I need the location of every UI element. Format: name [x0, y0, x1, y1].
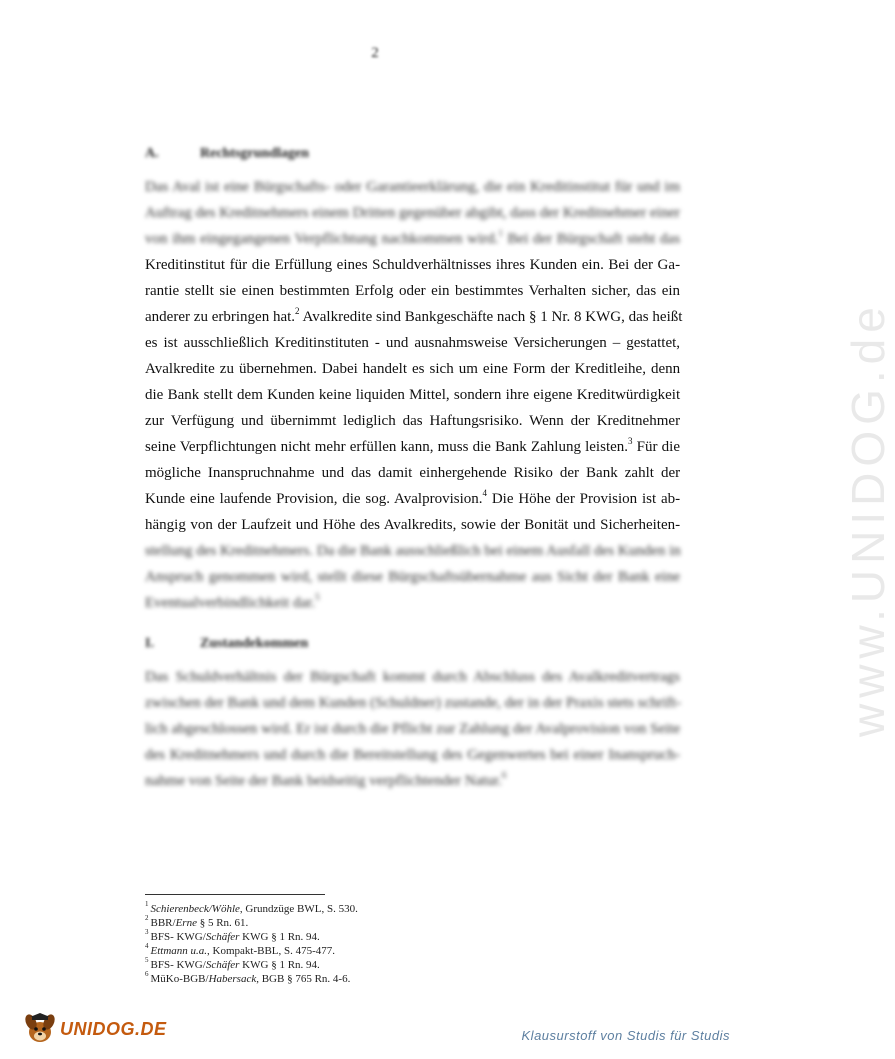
- text-line: stellung des Kreditnehmers. Da die Bank ausschließlich bei einem Ausfall des Kunden in: [145, 543, 681, 559]
- paragraph-avalkredit: [145, 174, 683, 616]
- section-number: A.: [145, 146, 159, 161]
- text-line: Anspruch genommen wird, stellt diese Bürgschaftsübernahme aus Sicht der Bank eine: [145, 569, 681, 585]
- section-title: Zustandekommen: [200, 636, 309, 651]
- footnote-ref: 5: [315, 592, 320, 602]
- text-line: des Kreditnehmers und durch die Bereitstellung des Gegenwertes bei einer Inanspruch-: [145, 747, 681, 763]
- footnote-separator: [145, 894, 325, 895]
- text-line: hängig von der Laufzeit und Höhe des Avalkredits, sowie der Bonität und Sicherheiten-: [145, 517, 681, 533]
- page-number: 2: [371, 45, 379, 61]
- footnotes: [145, 902, 358, 986]
- section-heading-i: [145, 636, 308, 652]
- footnote: $^6$ MüKo-BGB/Habersack, BGB § 765 Rn. 4-6.: [145, 970, 351, 985]
- footnote-ref: 2: [295, 306, 300, 316]
- text-line: zwischen der Bank und dem Kunden (Schuldner) zustande, der in der Praxis stets schrift-: [145, 695, 682, 711]
- text-line: mögliche Inanspruchnahme und das damit einhergehende Risiko der Bank zahlt der: [145, 465, 681, 481]
- text-line: rantie stellt sie einen bestimmten Erfolg oder ein bestimmtes Verhalten sicher, das ein: [145, 283, 681, 299]
- unidog-logo: [22, 1012, 167, 1046]
- text-line: Auftrag des Kreditnehmers einem Dritten gegenüber abgibt, dass der Kreditnehmer einer: [145, 205, 680, 221]
- footnote-ref: 1: [498, 228, 503, 238]
- footnote-ref: 3: [628, 436, 633, 446]
- footnote: $^2$ BBR/Erne § 5 Rn. 61.: [145, 914, 249, 929]
- watermark-text: www.UNIDOG.de: [842, 301, 894, 737]
- section-number: I.: [145, 636, 154, 651]
- section-heading-a: [145, 146, 309, 162]
- text-line: nahme von Seite der Bank beidseitig verpflichtender Natur.$^6$: [145, 770, 507, 789]
- footnote-ref: 6: [501, 770, 507, 780]
- text-line: von ihm eingegangenen Verpflichtung nachkommen wird.$^1$ Bei der Bürgschaft steht das: [145, 228, 681, 247]
- dog-icon: [22, 1012, 58, 1046]
- footnote: $^1$ Schierenbeck/Wöhle, Grundzüge BWL, S. 530.: [145, 900, 358, 915]
- footnote: $^5$ BFS- KWG/Schäfer KWG § 1 Rn. 94.: [145, 956, 320, 971]
- section-title: Rechtsgrundlagen: [200, 146, 309, 161]
- text-line: anderer zu erbringen hat.$^2$ Avalkredite sind Bankgeschäfte nach § 1 Nr. 8 KWG, das heißt: [145, 306, 683, 325]
- paragraph-zustandekommen: [145, 664, 680, 794]
- text-line: Das Aval ist eine Bürgschafts- oder Garantieerklärung, die ein Kreditinstitut für und im: [145, 179, 681, 195]
- text-line: die Bank stellt dem Kunden keine liquiden Mittel, sondern ihre eigene Kreditwürdigkeit: [145, 387, 681, 403]
- text-line: es ist ausschließlich Kreditinstituten - und ausnahmsweise Versicherungen – gestattet,: [145, 335, 681, 351]
- text-line: zur Verfügung und übernimmt lediglich das Haftungsrisiko. Wenn der Kreditnehmer: [145, 413, 681, 429]
- text-line: Avalkredite zu übernehmen. Dabei handelt es sich um eine Form der Kreditleihe, denn: [145, 361, 681, 377]
- text-line: Kreditinstitut für die Erfüllung eines Schuldverhältnisses ihres Kunden ein. Bei der Ga-: [145, 257, 681, 273]
- footnote: $^4$ Ettmann u.a., Kompakt-BBL, S. 475-477.: [145, 942, 336, 957]
- text-line: lich abgeschlossen wird. Er ist durch die Pflicht zur Zahlung der Avalprovision von Seite: [145, 721, 681, 737]
- footnote: $^3$ BFS- KWG/Schäfer KWG § 1 Rn. 94.: [145, 928, 320, 943]
- text-line: Kunde eine laufende Provision, die sog. Avalprovision.$^4$ Die Höhe der Provision ist ab-: [145, 488, 681, 507]
- tagline: Klausurstoff von Studis für Studis: [521, 1028, 730, 1043]
- logo-text: UNIDOG.DE: [60, 1018, 167, 1039]
- text-line: Eventualverbindlichkeit dar.$^5$: [145, 592, 320, 611]
- text-line: Das Schuldverhältnis der Bürgschaft kommt durch Abschluss des Avalkreditvertrags: [145, 669, 680, 685]
- footnote-ref: 4: [482, 488, 487, 498]
- text-line: seine Verpflichtungen nicht mehr erfüllen kann, muss die Bank Zahlung leisten.$^3$ Für die: [145, 436, 680, 455]
